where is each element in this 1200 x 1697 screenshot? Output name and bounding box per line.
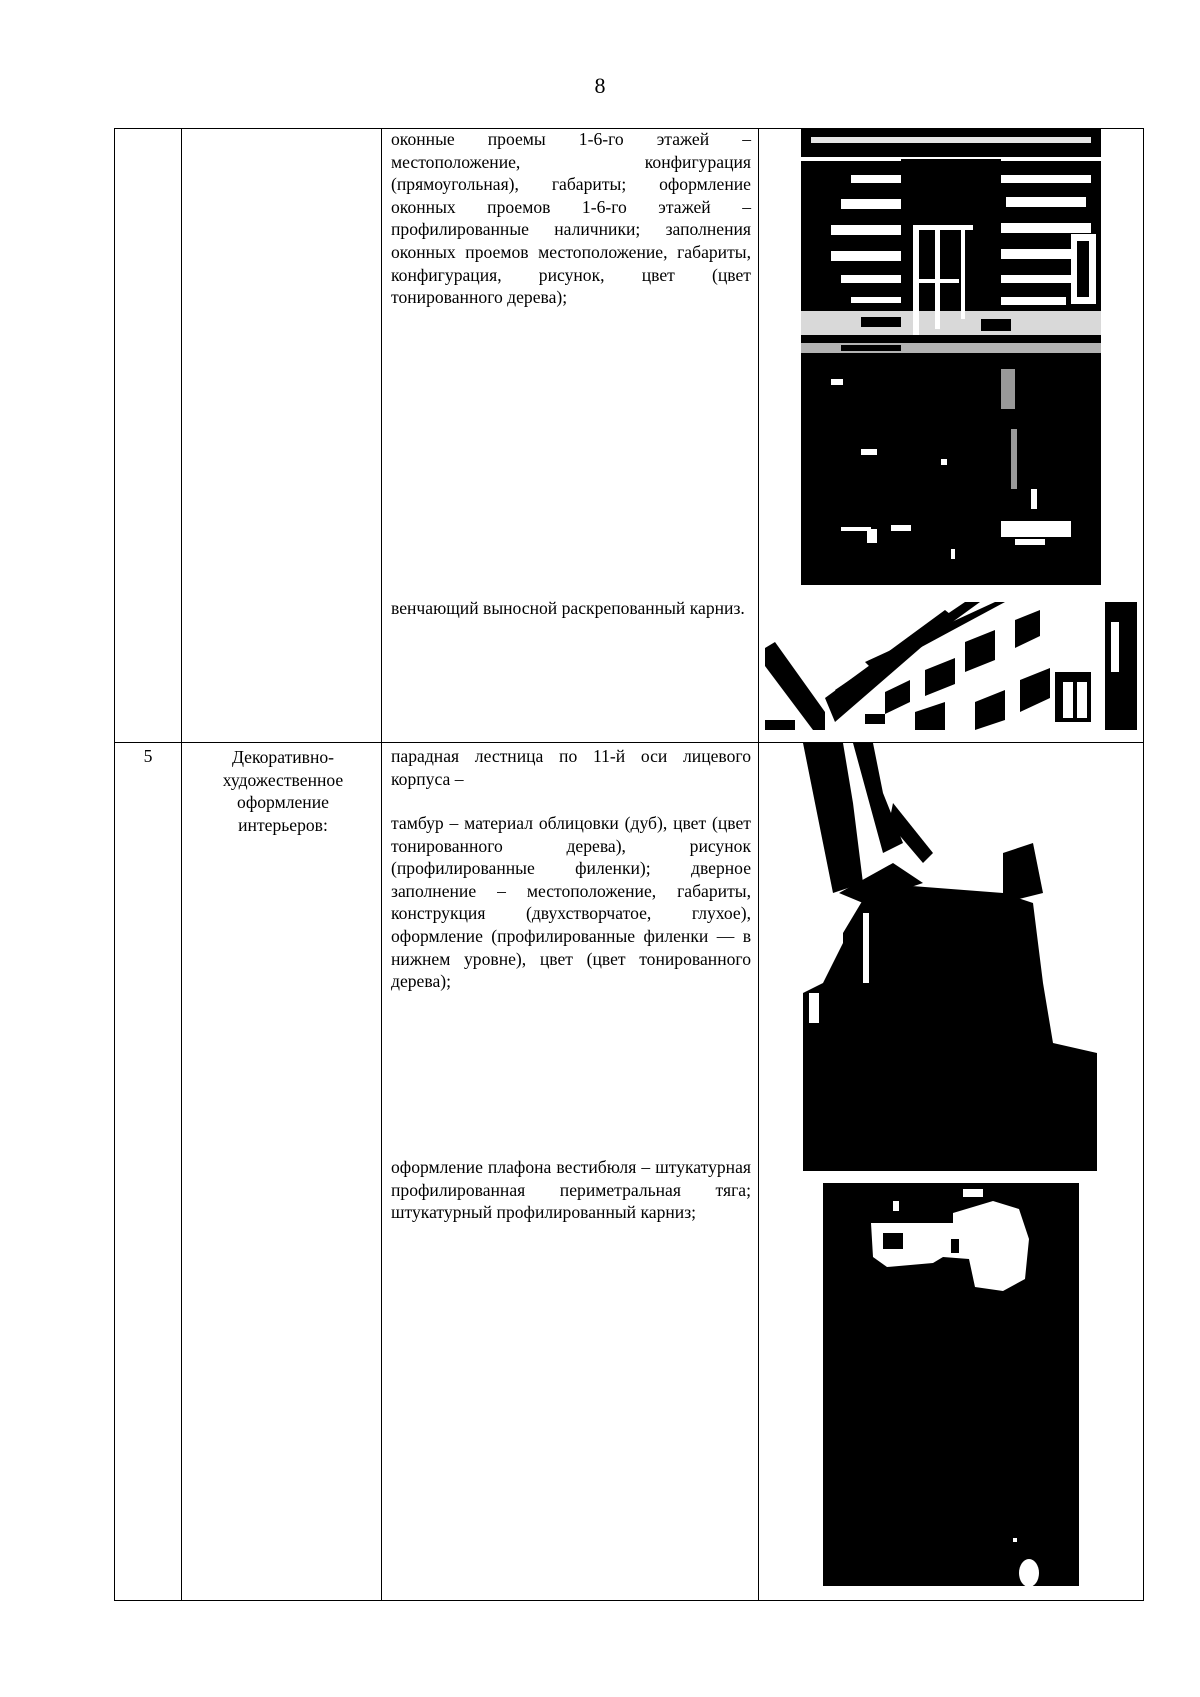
column-divider [181,129,182,1600]
feature-description-cornice: венчающий выносной раскрепованный карниз. [391,598,745,618]
feature-description-windows: оконные проемы 1-6-го этажей – местоположение, конфигурация (прямоугольная), габариты; оформление оконных проемов 1-6-го этажей – профилированные наличники; заполнения оконных проемов местоположение, габариты, конфигурация, рисунок, цвет (цвет тонированного дерева); [391,129,751,308]
vestibule-photo [803,743,1097,1171]
page-number: 8 [594,73,606,98]
feature-description-ceiling: оформление плафона вестибюля – штукатурная профилированная периметральная тяга; штукатурный профилированный карниз; [391,1157,751,1223]
feature-description-staircase: парадная лестница по 11-й оси лицевого корпуса – [391,746,751,789]
feature-description-vestibule: тамбур – материал облицовки (дуб), цвет (цвет тонированного дерева), рисунок (профилированные филенки); дверное заполнение – местоположение, габариты, конструкция (двухстворчатое, глухое), оформление (профилированные филенки — в нижнем уровне), цвет (цвет тонированного дерева); [391,813,751,992]
protected-features-table [114,128,1144,1601]
cornice-photo [765,602,1137,730]
row-subject: Декоративно-художественное оформление интерьеров: [222,747,344,835]
facade-window-photo [801,129,1101,585]
column-divider [758,129,759,1600]
row-number: 5 [143,746,153,766]
ceiling-photo [823,1183,1079,1586]
column-divider [381,129,382,1600]
